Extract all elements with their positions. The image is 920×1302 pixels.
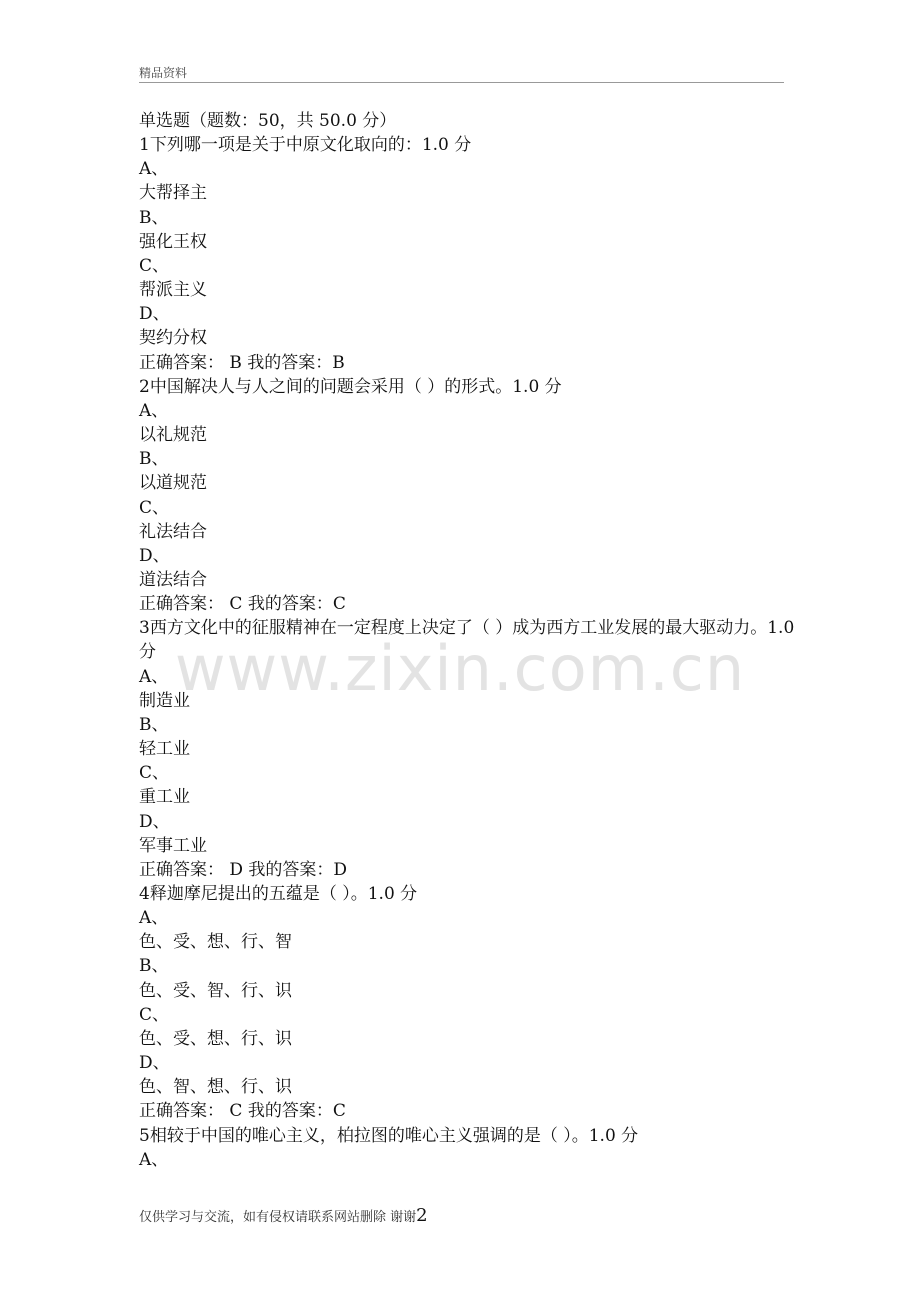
option-text: 道法结合	[139, 569, 207, 590]
option-text: 礼法结合	[139, 521, 207, 542]
section-title: 单选题（题数：50，共 50.0 分）	[139, 111, 397, 131]
option-text: 帮派主义	[139, 280, 207, 301]
option-letter: A、	[139, 666, 169, 687]
option-letter: C、	[139, 763, 170, 784]
footer-text: 仅供学习与交流，如有侵权请联系网站删除 谢谢	[139, 1210, 417, 1225]
option-letter: C、	[139, 1004, 170, 1025]
page-number: 2	[416, 1205, 428, 1226]
question-text: 5相较于中国的唯心主义，柏拉图的唯心主义强调的是（ ）。1.0 分	[139, 1125, 639, 1146]
header-rule	[139, 82, 784, 83]
option-text: 色、受、想、行、智	[139, 932, 292, 953]
option-letter: B、	[139, 449, 169, 470]
option-letter: B、	[139, 207, 169, 228]
question-3	[139, 616, 799, 882]
option-letter: A、	[139, 1149, 169, 1170]
answer-line: 正确答案： C 我的答案：C	[139, 1101, 346, 1122]
option-letter: A、	[139, 159, 169, 180]
question-text: 2中国解决人与人之间的问题会采用（ ）的形式。1.0 分	[139, 376, 562, 397]
option-letter: B、	[139, 714, 169, 735]
question-text: 1下列哪一项是关于中原文化取向的：1.0 分	[139, 135, 472, 156]
question-4	[139, 882, 799, 1124]
question-5	[139, 1124, 799, 1172]
option-letter: D、	[139, 811, 170, 832]
option-letter: A、	[139, 400, 169, 421]
question-1	[139, 133, 799, 375]
option-text: 制造业	[139, 690, 190, 711]
option-text: 强化王权	[139, 231, 207, 252]
option-letter: B、	[139, 956, 169, 977]
answer-line: 正确答案： B 我的答案：B	[139, 352, 345, 373]
document-body	[139, 109, 799, 1172]
question-text: 3西方文化中的征服精神在一定程度上决定了（ ）成为西方工业发展的最大驱动力。1.0 分	[139, 618, 795, 663]
question-2	[139, 375, 799, 617]
option-text: 军事工业	[139, 835, 207, 856]
question-text: 4释迦摩尼提出的五蕴是（ ）。1.0 分	[139, 884, 418, 904]
answer-line: 正确答案： D 我的答案：D	[139, 859, 348, 880]
watermark: www.zixin.com.cn	[174, 632, 746, 705]
option-text: 以礼规范	[139, 425, 207, 446]
option-letter: C、	[139, 255, 170, 276]
option-letter: D、	[139, 304, 170, 325]
option-text: 色、智、想、行、识	[139, 1077, 292, 1098]
option-text: 色、受、智、行、识	[139, 980, 292, 1001]
option-letter: D、	[139, 545, 170, 566]
option-letter: C、	[139, 497, 170, 518]
footer	[139, 1205, 428, 1226]
option-text: 色、受、想、行、识	[139, 1028, 292, 1049]
option-text: 重工业	[139, 787, 190, 808]
option-letter: A、	[139, 908, 169, 929]
option-text: 轻工业	[139, 739, 190, 760]
header-label: 精品资料	[139, 66, 188, 80]
answer-line: 正确答案： C 我的答案：C	[139, 594, 346, 615]
option-text: 以道规范	[139, 473, 207, 494]
option-text: 大帮择主	[139, 183, 207, 204]
option-letter: D、	[139, 1053, 170, 1074]
option-text: 契约分权	[139, 328, 207, 349]
